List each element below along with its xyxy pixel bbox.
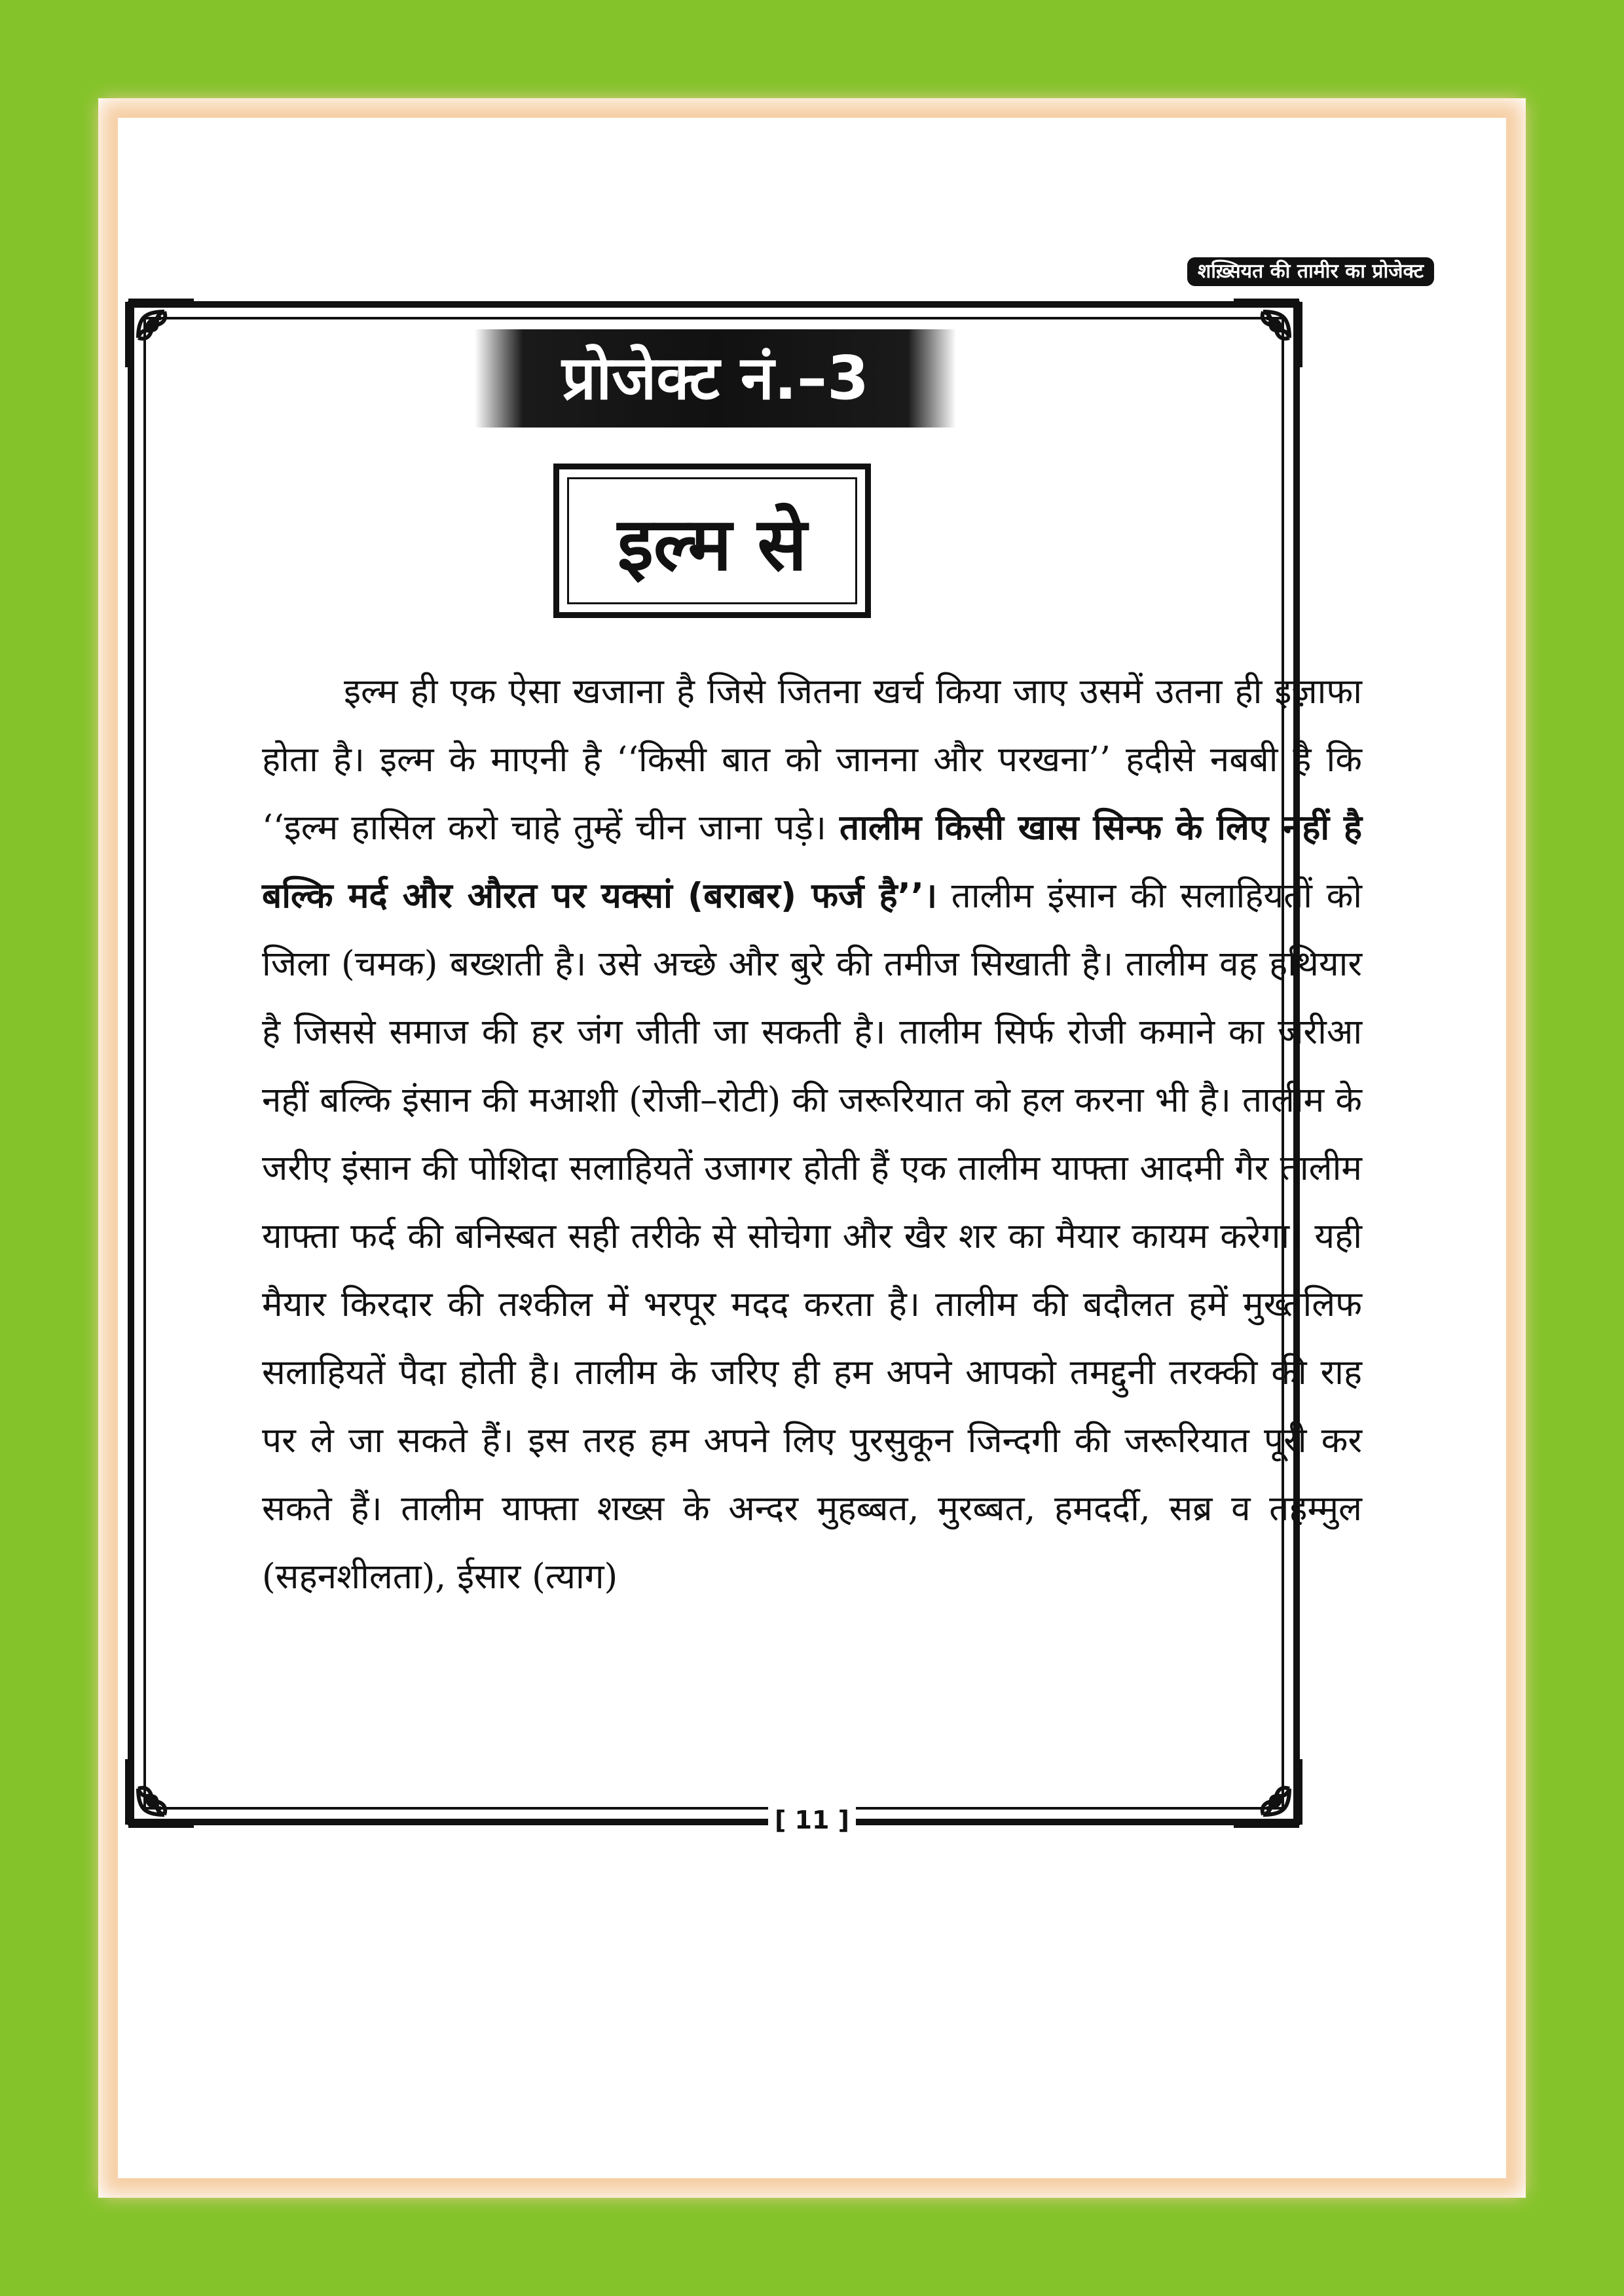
page-number-label: [ 11 ] bbox=[768, 1806, 856, 1834]
chapter-title: इल्म से bbox=[617, 501, 807, 587]
body-text-bold: तालीम किसी खास सिन्फ के लिए नहीं है बल्कि मर्द और औरत पर यक्सां (बराबर) फर्ज है’’। bbox=[262, 808, 1362, 916]
chapter-title-box bbox=[553, 464, 871, 618]
body-paragraph bbox=[262, 658, 1362, 1611]
corner-ornament-icon bbox=[1230, 299, 1302, 371]
running-header: शख़्सियत की तामीर का प्रोजेक्ट bbox=[1187, 257, 1434, 286]
project-number-banner: प्रोजेक्ट नं.–3 bbox=[475, 329, 956, 428]
body-text-part1: इल्म ही एक ऐसा खजाना है जिसे जितना खर्च किया जाए उसमें उतना ही इज़ाफा होता है। इल्म के माएनी है ‘‘किसी बात को जानना और परखना’’ हदीसे नबबी है कि ‘‘इल्म हासिल करो चाहे तुम्हें चीन जाना पड़े। bbox=[262, 672, 1362, 848]
page-number bbox=[0, 1806, 1624, 1834]
corner-ornament-icon bbox=[125, 299, 197, 371]
body-text-part2: तालीम इंसान की सलाहियतों को जिला (चमक) बख्शती है। उसे अच्छे और बुरे की तमीज सिखाती है। तालीम वह हथियार है जिससे समाज की हर जंग जीती जा सकती है। तालीम सिर्फ रोजी कमाने का जरीआ नहीं बल्कि इंसान की मआशी (रोजी–रोटी) की जरूरियात को हल करना भी है। तालीम के जरीए इंसान की पोशिदा सलाहियतें उजागर होती हैं एक तालीम याफ्ता आदमी गैर तालीम याफ्ता फर्द की बनिस्बत सही तरीके से सोचेगा और खैर शर का मैयार कायम करेगा। यही मैयार किरदार की तश्कील में भरपूर मदद करता है। तालीम की बदौलत हमें मुख्तलिफ सलाहियतें पैदा होती है। तालीम के जरिए ही हम अपने आपको तमद्दुनी तरक्की की राह पर ले जा सकते हैं। इस तरह हम अपने लिए पुरसुकून जिन्दगी की जरूरियात पूरी कर सकते हैं। तालीम याफ्ता शख्स के अन्दर मुहब्बत, मुरब्बत, हमदर्दी, सब्र व तहम्मुल (सहनशीलता), ईसार (त्याग) bbox=[262, 876, 1362, 1597]
